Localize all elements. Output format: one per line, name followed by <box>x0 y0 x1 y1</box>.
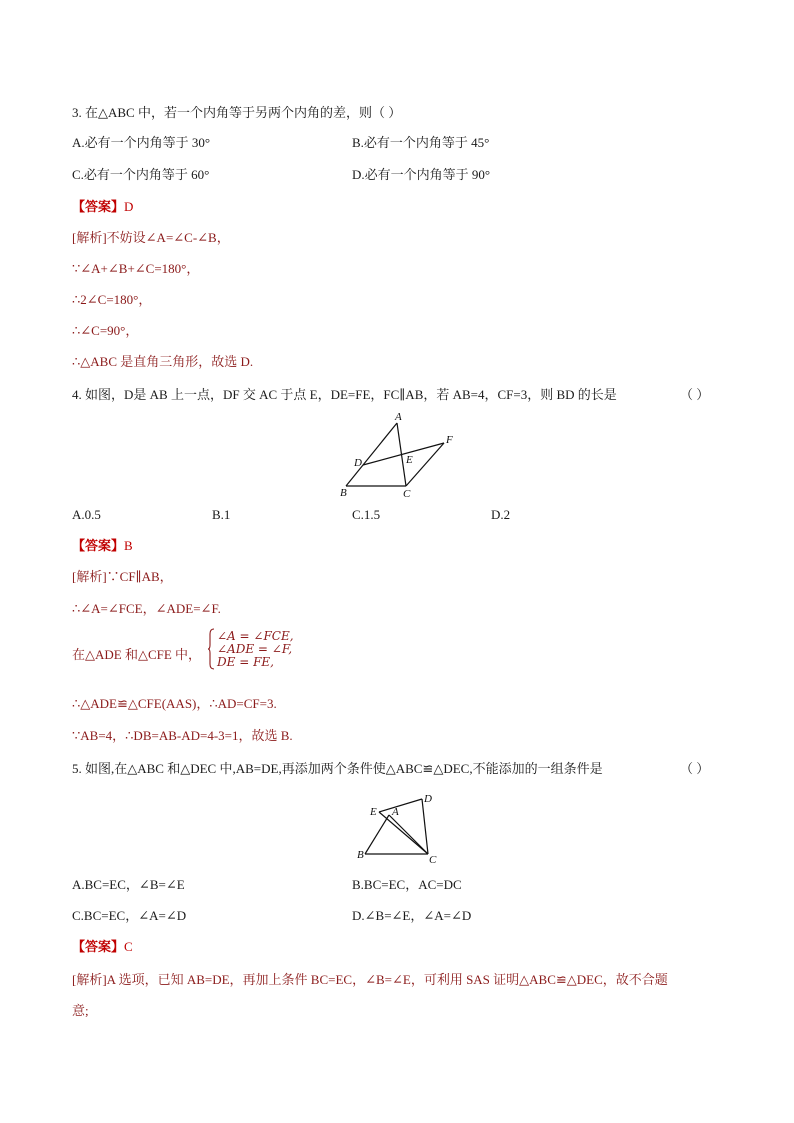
q5-option-a: A.BC=EC，∠B=∠E <box>72 877 185 892</box>
q3-analysis-line-4: ∴∠C=90°， <box>72 323 139 338</box>
label-c: C <box>429 854 437 865</box>
brace-icon <box>207 628 215 670</box>
label-a: A <box>392 806 399 818</box>
q5-option-b: B.BC=EC，AC=DC <box>352 877 462 892</box>
q4-option-b: B.1 <box>212 507 231 522</box>
q5-stem: 5. 如图,在△ABC 和△DEC 中,AB=DE,再添加两个条件使△ABC≌△DEC,不能添加的一组条件是 <box>72 761 603 776</box>
q3-answer <box>72 198 133 216</box>
q4-analysis-line-3: 在△ADE 和△CFE 中， <box>72 647 202 662</box>
q4-option-d: D.2 <box>491 507 511 522</box>
q5-answer <box>72 938 133 956</box>
congruence-conditions <box>217 630 294 669</box>
q5-analysis-line-1: [解析]A 选项，已知 AB=DE，再加上条件 BC=EC，∠B=∠E，可利用 SAS 证明△ABC≌△DEC，故不合题 <box>72 972 668 987</box>
label-f: F <box>446 434 453 446</box>
label-b: B <box>357 849 364 861</box>
q3-option-d: D.必有一个内角等于 90° <box>352 167 491 182</box>
q3-analysis-line-2: ∵∠A+∠B+∠C=180°， <box>72 261 200 276</box>
q4-stem: 4. 如图，D是 AB 上一点，DF 交 AC 于点 E，DE=FE，FC∥AB，若 AB=4，CF=3，则 BD 的长是 <box>72 387 617 402</box>
q3-analysis-line-5: ∴△ABC 是直角三角形，故选 D. <box>72 354 254 369</box>
label-c: C <box>403 488 411 500</box>
label-e: E <box>370 806 377 818</box>
q5-figure <box>340 785 460 865</box>
answer-tag: 【答案】 <box>72 199 125 214</box>
condition-3: DE = FE, <box>217 655 274 669</box>
condition-1: ∠A = ∠FCE, <box>217 629 294 643</box>
answer-value: D <box>124 199 134 214</box>
q5-analysis-line-2: 意; <box>72 1003 89 1018</box>
condition-2: ∠ADE = ∠F, <box>217 642 293 656</box>
q4-analysis-line-4: ∴△ADE≌△CFE(AAS)，∴AD=CF=3. <box>72 696 277 711</box>
q3-option-a: A.必有一个内角等于 30° <box>72 135 211 150</box>
q3-analysis-line-1: [解析]不妨设∠A=∠C-∠B， <box>72 230 230 245</box>
q4-option-c: C.1.5 <box>352 507 381 522</box>
q4-answer <box>72 537 133 555</box>
label-d: D <box>424 793 432 805</box>
label-a: A <box>395 411 402 423</box>
q3-stem: 3. 在△ABC 中，若一个内角等于另两个内角的差，则（ ） <box>72 105 402 120</box>
q5-answer-paren: （ ） <box>680 761 710 776</box>
q3-analysis-line-3: ∴2∠C=180°， <box>72 292 152 307</box>
q3-option-c: C.必有一个内角等于 60° <box>72 167 210 182</box>
q5-option-c: C.BC=EC，∠A=∠D <box>72 908 187 923</box>
q4-analysis-line-5: ∵AB=4，∴DB=AB-AD=4-3=1，故选 B. <box>72 728 293 743</box>
q4-option-a: A.0.5 <box>72 507 101 522</box>
label-b: B <box>340 487 347 499</box>
q4-analysis-line-2: ∴∠A=∠FCE，∠ADE=∠F. <box>72 601 221 616</box>
q4-figure <box>330 405 470 500</box>
q3-option-b: B.必有一个内角等于 45° <box>352 135 490 150</box>
q4-answer-paren: （ ） <box>680 387 710 402</box>
answer-tag: 【答案】 <box>72 939 125 954</box>
answer-value: B <box>124 538 133 553</box>
q4-analysis-line-1: [解析]∵CF∥AB， <box>72 569 173 584</box>
label-d: D <box>354 457 362 469</box>
answer-value: C <box>124 939 133 954</box>
q5-option-d: D.∠B=∠E，∠A=∠D <box>352 908 472 923</box>
label-e: E <box>406 454 413 466</box>
answer-tag: 【答案】 <box>72 538 125 553</box>
